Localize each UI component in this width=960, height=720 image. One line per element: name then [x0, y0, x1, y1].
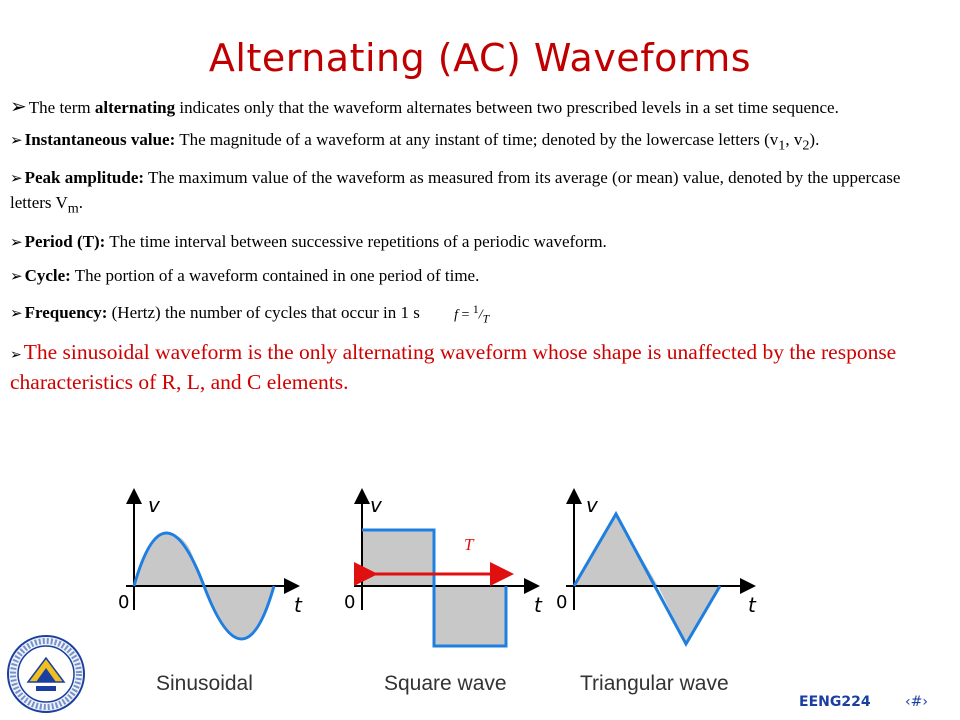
bullet-text: The portion of a waveform contained in one period of time.	[70, 265, 480, 285]
formula-numerator: 1	[472, 302, 479, 316]
waveform-figures	[108, 474, 790, 720]
arrow-bullet-icon: ➢	[10, 234, 23, 251]
arrow-bullet-icon: ➢	[10, 96, 27, 118]
subscript: 2	[802, 137, 810, 154]
bullet-frequency	[10, 298, 920, 330]
bullet-text: The magnitude of a waveform at any instant of time; denoted by the lowercase letters (v	[175, 130, 779, 149]
bullet-text: , v	[785, 130, 803, 149]
bullet-term: Cycle:	[24, 265, 71, 285]
course-code: EENG224	[799, 694, 871, 710]
square-caption: Square wave	[384, 672, 507, 695]
formula-equals: =	[461, 307, 470, 323]
bullet-term: alternating	[94, 98, 176, 117]
bullet-text: The term	[28, 98, 95, 117]
bullet-term: Frequency:	[24, 302, 108, 322]
v-label: v	[370, 493, 382, 517]
arrow-bullet-icon: ➢	[10, 348, 22, 364]
period-label: T	[464, 535, 474, 554]
bullet-alternating	[10, 96, 920, 119]
arrow-bullet-icon: ➢	[10, 268, 23, 285]
bullet-instantaneous	[10, 128, 920, 157]
highlight-text: The sinusoidal waveform is the only alternating waveform whose shape is unaffected by the response characteristics of R, L, and C elements.	[10, 340, 897, 395]
triangular-caption: Triangular wave	[580, 672, 729, 695]
subscript: m	[67, 200, 79, 217]
arrow-bullet-icon: ➢	[10, 171, 23, 188]
bullet-text: (Hertz) the number of cycles that occur in 1 s	[107, 302, 420, 322]
bullet-text: ).	[809, 130, 820, 149]
slide-title: Alternating (AC) Waveforms	[208, 36, 752, 80]
sinusoidal-figure	[118, 493, 303, 695]
formula-denominator: T	[482, 312, 490, 326]
bullet-term: Period (T):	[24, 231, 106, 251]
frequency-formula: $f = ^1/_T$	[454, 302, 490, 326]
formula-lhs: f	[454, 307, 459, 323]
bullet-text: .	[78, 193, 84, 213]
bullet-sinusoidal-note	[10, 339, 920, 396]
origin-label: 0	[556, 592, 568, 613]
bullet-cycle	[10, 264, 920, 289]
bullet-list	[10, 96, 920, 405]
bullet-period	[10, 230, 920, 255]
origin-label: 0	[344, 592, 356, 613]
bullet-term: Instantaneous value:	[24, 130, 176, 149]
t-label: t	[534, 593, 542, 617]
bullet-term: Peak amplitude:	[24, 168, 145, 188]
t-label: t	[748, 593, 756, 617]
bullet-peak-amplitude	[10, 166, 920, 220]
arrow-bullet-icon: ➢	[10, 133, 23, 149]
square-negative-fill	[434, 586, 506, 646]
arrow-bullet-icon: ➢	[10, 305, 23, 322]
sinusoidal-caption: Sinusoidal	[156, 672, 253, 695]
subscript: 1	[778, 137, 786, 154]
bullet-text: The maximum value of the waveform as measured from its average (or mean) value, denoted by the uppercase letters V	[10, 168, 901, 213]
slide-number: ‹#›	[905, 694, 928, 710]
origin-label: 0	[118, 592, 130, 613]
bullet-text: The time interval between successive repetitions of a periodic waveform.	[105, 231, 607, 251]
triangle-positive-fill	[574, 514, 658, 586]
v-label: v	[586, 493, 598, 517]
bullet-text: indicates only that the waveform alternates between two prescribed levels in a set time sequence.	[175, 98, 839, 117]
square-wave-figure	[344, 493, 543, 695]
v-label: v	[148, 493, 160, 517]
square-positive-fill	[362, 530, 434, 586]
t-label: t	[294, 593, 302, 617]
university-seal-logo	[6, 634, 86, 714]
triangle-negative-fill	[658, 586, 720, 644]
triangular-wave-figure	[556, 493, 757, 695]
